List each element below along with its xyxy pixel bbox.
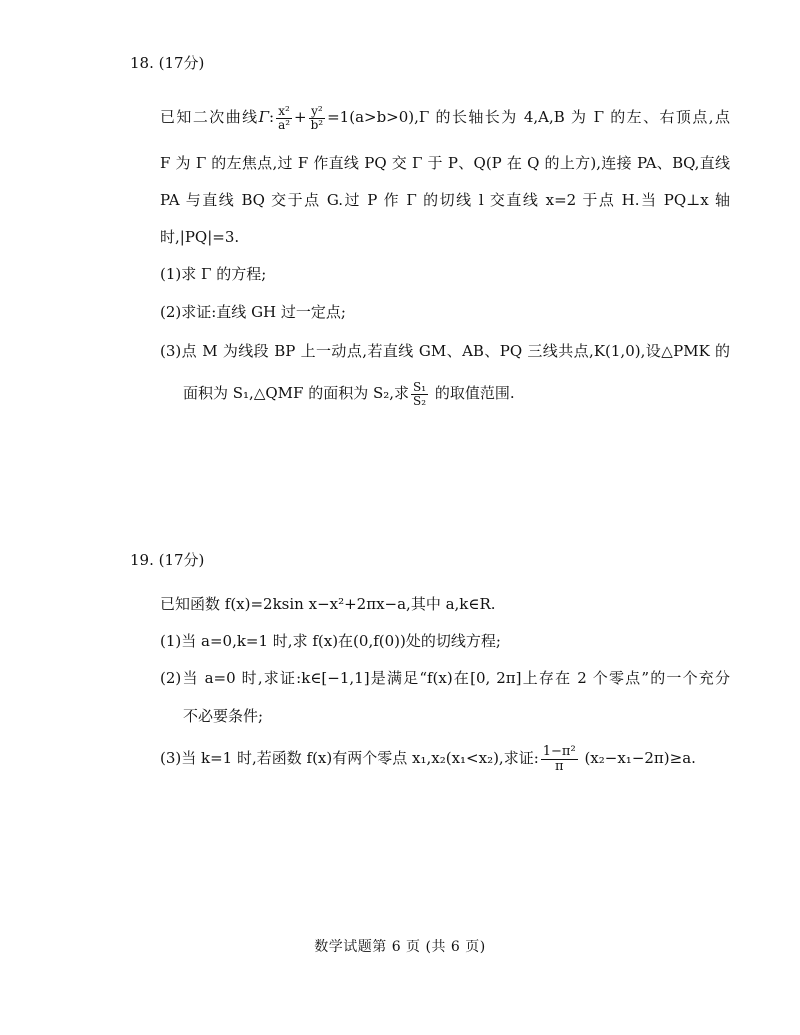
q18-paragraph-line-2: F 为 Γ 的左焦点,过 F 作直线 PQ 交 Γ 于 P、Q(P 在 Q 的上方),连接 PA、BQ,直线 [160, 154, 730, 172]
q19-subquestion-2-line-1: (2)当 a=0 时,求证:k∈[−1,1]是满足“f(x)在[0, 2π]上存在 2 个零点”的一个充分 [160, 669, 730, 687]
question-19-header: 19. (17分) [130, 551, 205, 569]
q19-fraction-one-minus-pi-squared-over-pi: $\frac{\text{1−π²}}{\pi}$ [542, 743, 576, 774]
q18-paragraph-line-1: 已知二次曲线Γ: $\frac{\text{x²}}{\text{a²}}$ + $\frac{\text{y²}}{\text{b²}}$ =1(a>b>0),Γ 的长轴长为 4,A,B 为 Γ 的左、右顶点,点 [160, 103, 730, 132]
q18-paragraph-line-3: PA 与直线 BQ 交于点 G.过 P 作 Γ 的切线 l 交直线 x=2 于点 H.当 PQ⊥x 轴 [160, 191, 730, 209]
q18-subquestion-1: (1)求 Γ 的方程; [160, 265, 267, 283]
q18-subquestion-3-line-2: 面积为 S₁,△QMF 的面积为 S₂,求 $\frac{\text{S₁}}{\text{S₂}}$ 的取值范围. [183, 379, 515, 408]
q18-paragraph-line-4: 时,|PQ|=3. [160, 228, 240, 246]
q18-subquestion-2: (2)求证:直线 GH 过一定点; [160, 303, 346, 321]
q18-fraction-y-over-b: $\frac{\text{y²}}{\text{b²}}$ [310, 103, 324, 132]
q19-subquestion-3: (3)当 k=1 时,若函数 f(x)有两个零点 x₁,x₂(x₁<x₂),求证: $\frac{\text{1−π²}}{\pi}$ (x₂−x₁−2π)≥a. [160, 743, 696, 774]
q18-subquestion-3-line-1: (3)点 M 为线段 BP 上一动点,若直线 GM、AB、PQ 三线共点,K(1,0),设△PMK 的 [160, 342, 730, 360]
q18-fraction-s1-over-s2: $\frac{\text{S₁}}{\text{S₂}}$ [413, 379, 427, 408]
q19-paragraph-line-1: 已知函数 f(x)=2ksin x−x²+2πx−a,其中 a,k∈R. [160, 595, 496, 613]
q19-subquestion-2-line-2: 不必要条件; [183, 707, 264, 725]
question-18-header: 18. (17分) [130, 54, 205, 72]
q19-subquestion-1: (1)当 a=0,k=1 时,求 f(x)在(0,f(0))处的切线方程; [160, 632, 501, 650]
page-footer: 数学试题第 6 页 (共 6 页) [314, 939, 486, 955]
q18-fraction-x-over-a: $\frac{\text{x²}}{\text{a²}}$ [278, 103, 291, 132]
